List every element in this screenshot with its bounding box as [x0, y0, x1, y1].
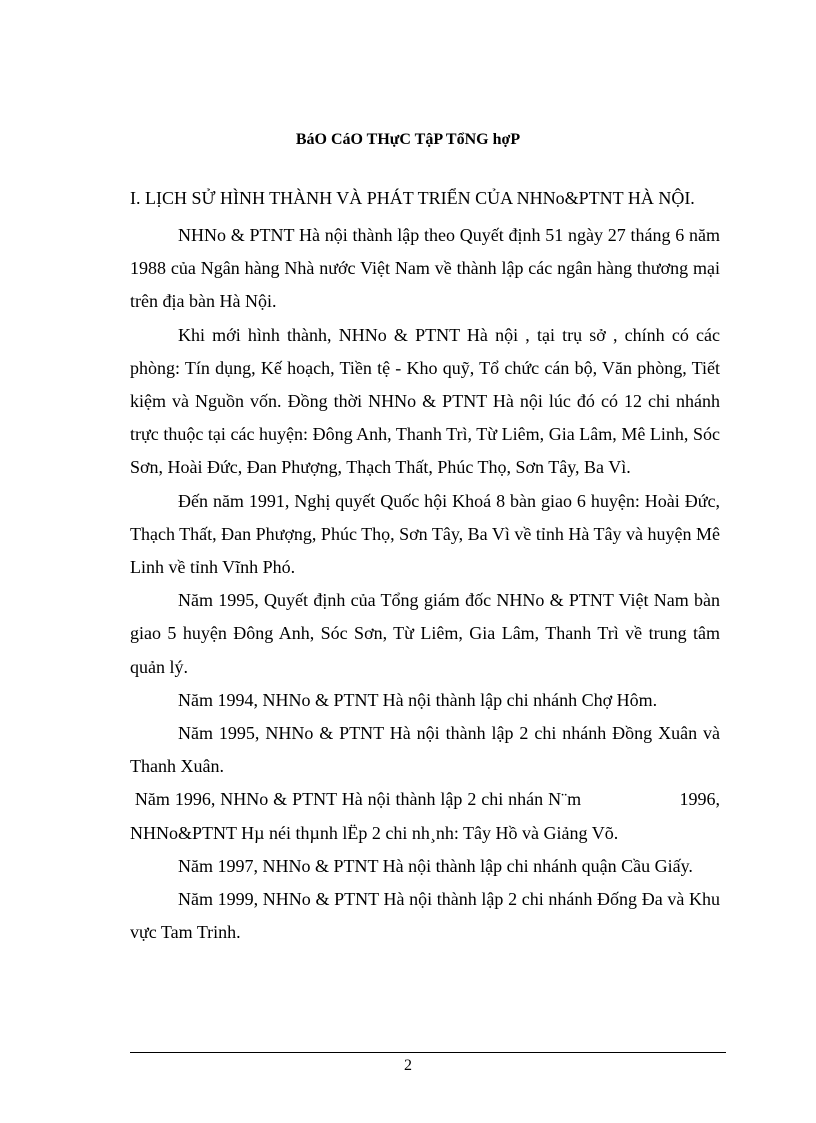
paragraph-1996-branches: Năm 1996, NHNo & PTNT Hà nội thành lập 2 chi nhán N¨m 1996, NHNo&PTNT Hµ néi thµnh lËp 2 chi nh¸nh: Tây Hồ và Giảng Võ.	[130, 789, 725, 843]
paragraph-founding: NHNo & PTNT Hà nội thành lập theo Quyết định 51 ngày 27 tháng 6 năm 1988 của Ngân hàng Nhà nước Việt Nam về thành lập các ngân hàng thương mại trên địa bàn Hà Nội.	[130, 225, 720, 312]
paragraph-1997-branch: Năm 1997, NHNo & PTNT Hà nội thành lập chi nhánh quận Cầu Giấy.	[178, 855, 693, 876]
paragraph-1995-branches: Năm 1995, NHNo & PTNT Hà nội thành lập 2 chi nhánh Đồng Xuân và Thanh Xuân.	[130, 723, 720, 777]
body-text	[130, 219, 725, 949]
page-number: 2	[404, 1057, 412, 1074]
report-title: BáO CáO THựC TậP TổNG hợP	[295, 131, 521, 148]
footer-rule	[130, 1052, 726, 1053]
paragraph-1995-transfer: Năm 1995, Quyết định của Tổng giám đốc NHNo & PTNT Việt Nam bàn giao 5 huyện Đông Anh, Sóc Sơn, Từ Liêm, Gia Lâm, Thanh Trì về trung tâm quản lý.	[130, 590, 720, 677]
paragraph-initial-structure: Khi mới hình thành, NHNo & PTNT Hà nội , tại trụ sở , chính có các phòng: Tín dụng, Kế hoạch, Tiền tệ - Kho quỹ, Tổ chức cán bộ, Văn phòng, Tiết kiệm và Nguồn vốn. Đồng thời NHNo & PTNT Hà nội lúc đó có 12 chi nhánh trực thuộc tại các huyện: Đông Anh, Thanh Trì, Từ Liêm, Gia Lâm, Mê Linh, Sóc Sơn, Hoài Đức, Đan Phượng, Thạch Thất, Phúc Thọ, Sơn Tây, Ba Vì.	[130, 324, 720, 478]
section-heading: I. LỊCH SỬ HÌNH THÀNH VÀ PHÁT TRIỂN CỦA NHNo&PTNT HÀ NỘI.	[130, 188, 695, 208]
paragraph-1999-branches: Năm 1999, NHNo & PTNT Hà nội thành lập 2 chi nhánh Đống Đa và Khu vực Tam Trinh.	[130, 889, 720, 943]
paragraph-1991-transfer: Đến năm 1991, Nghị quyết Quốc hội Khoá 8 bàn giao 6 huyện: Hoài Đức, Thạch Thất, Đan Phượng, Phúc Thọ, Sơn Tây, Ba Vì về tỉnh Hà Tây và huyện Mê Linh về tỉnh Vĩnh Phó.	[130, 490, 720, 578]
paragraph-1994-branch: Năm 1994, NHNo & PTNT Hà nội thành lập chi nhánh Chợ Hôm.	[178, 689, 658, 710]
